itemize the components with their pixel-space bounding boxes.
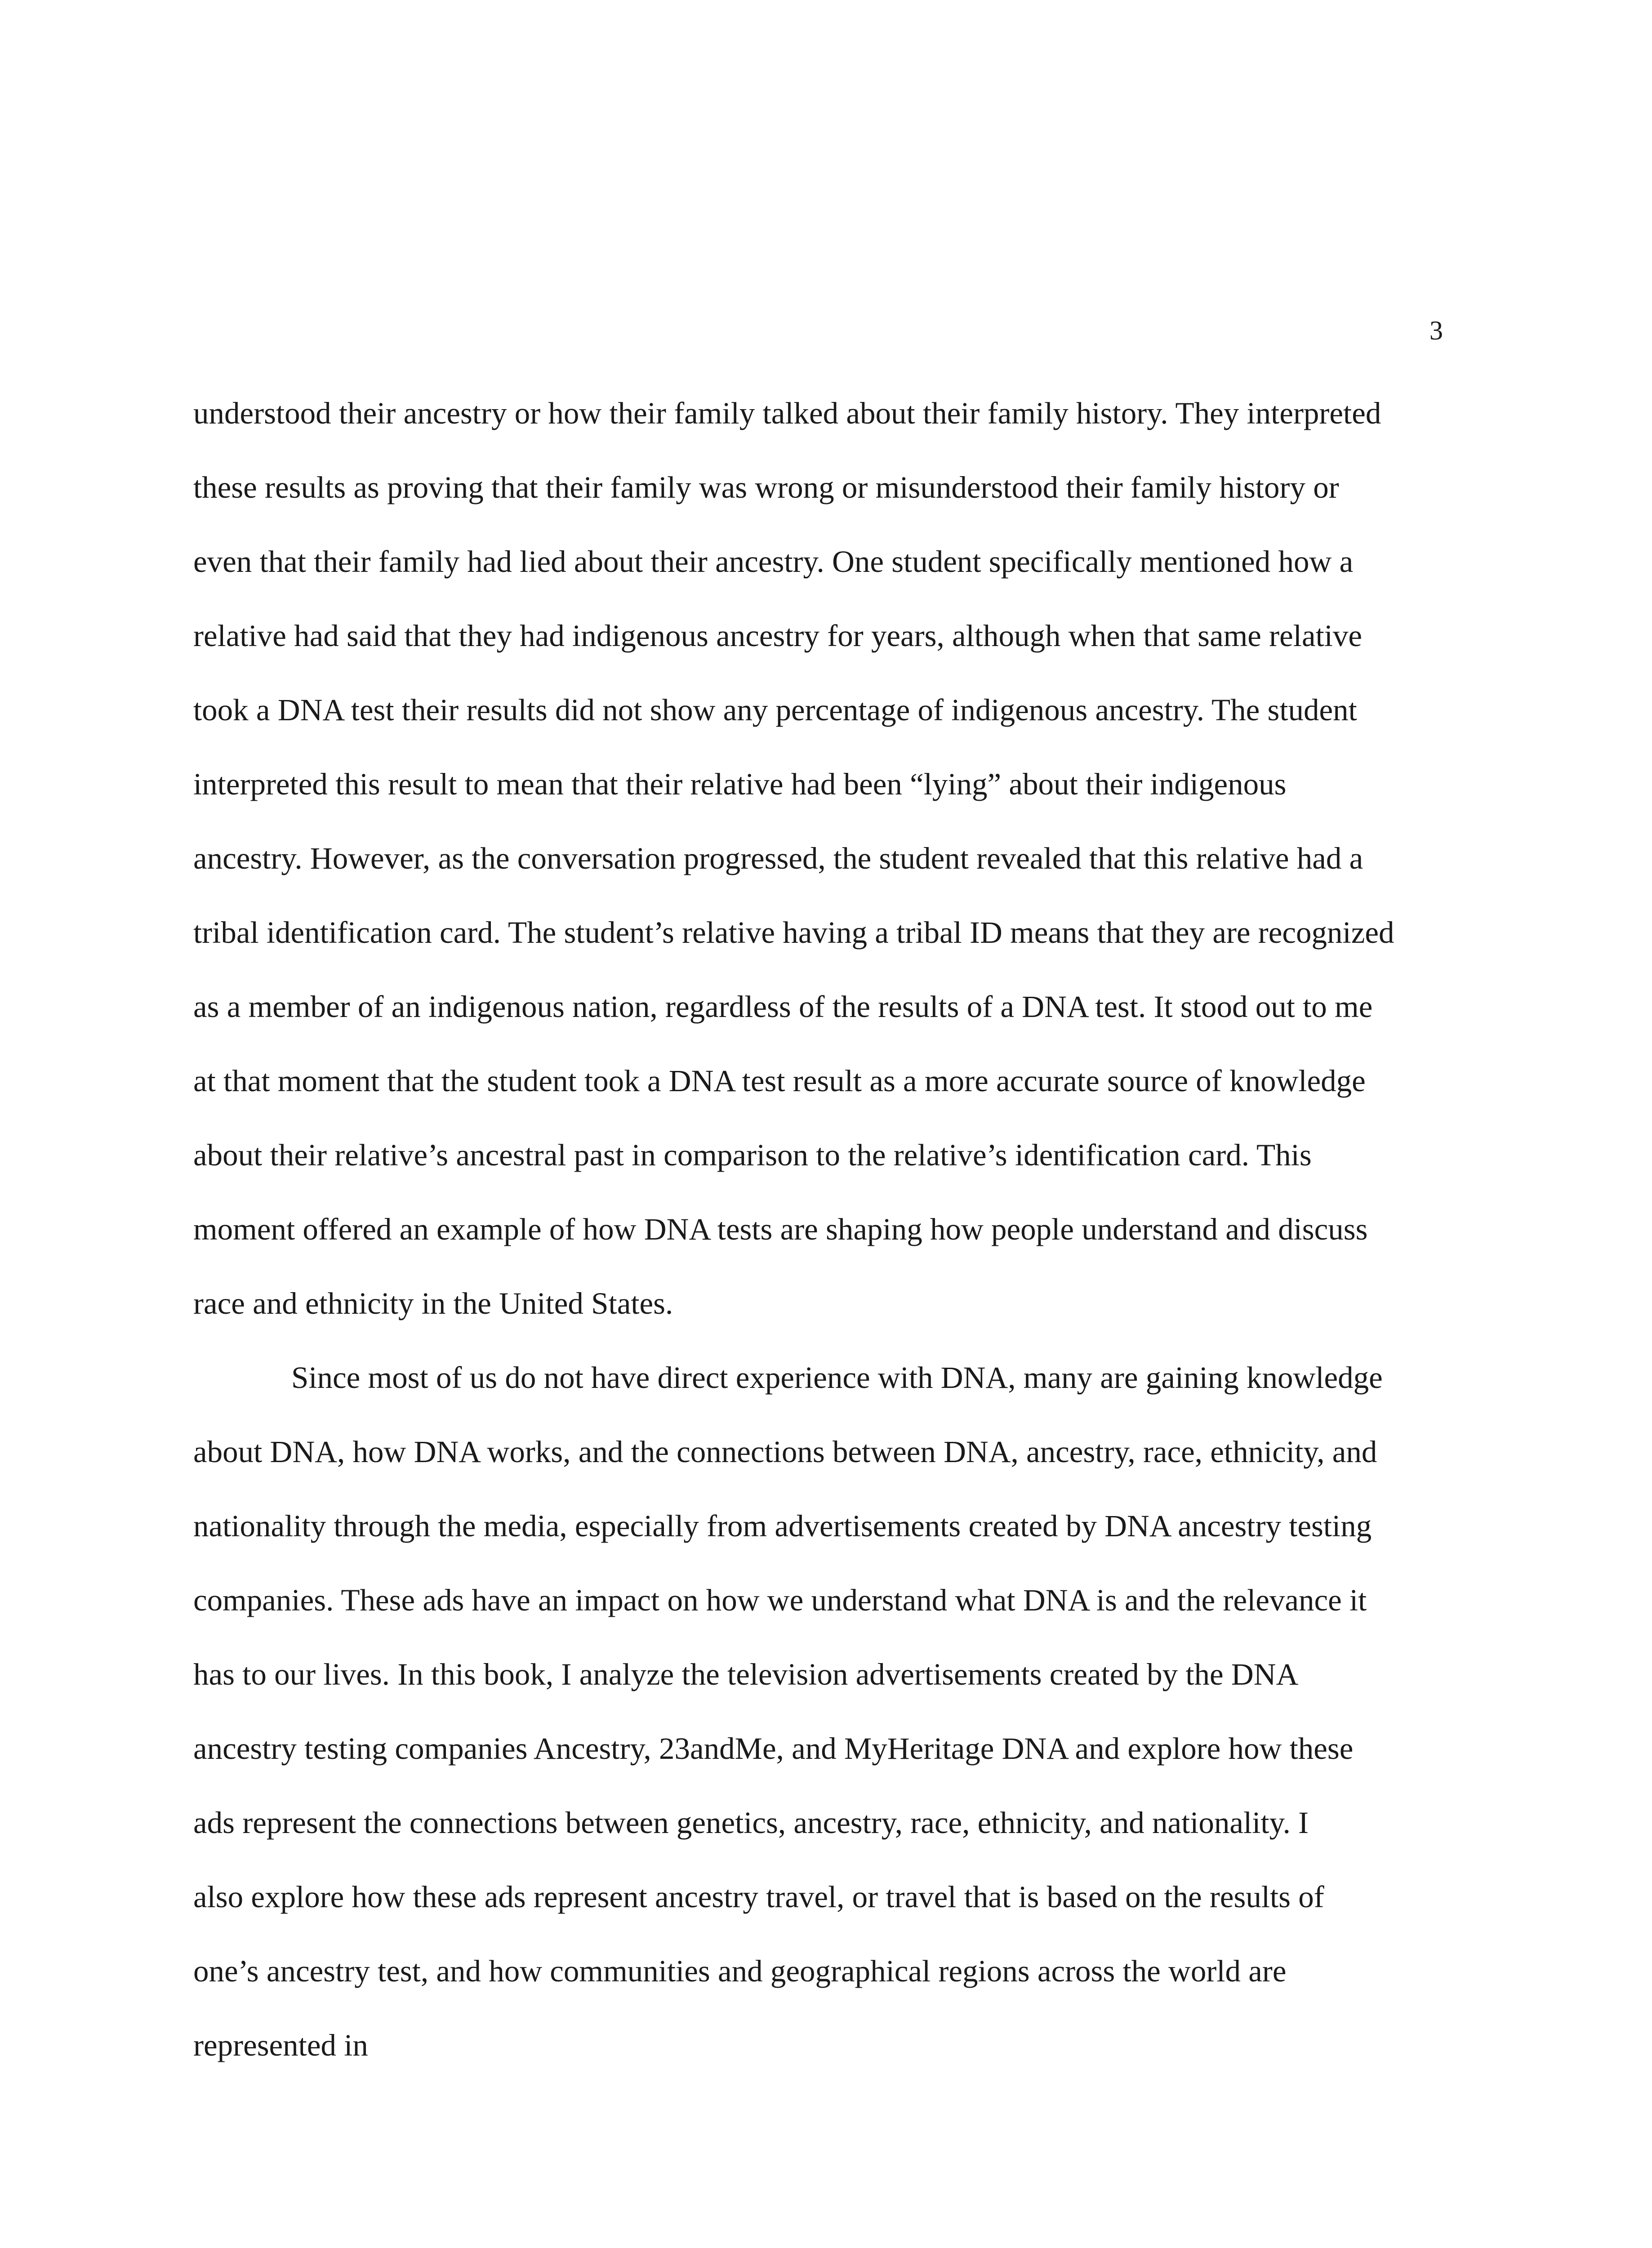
- text-line: companies. These ads have an impact on how we understand what DNA is and the relevance it: [193, 1583, 1367, 1617]
- text-line: ancestry. However, as the conversation progressed, the student revealed that this relative had a: [193, 841, 1363, 875]
- text-line: has to our lives. In this book, I analyze the television advertisements created by the DNA: [193, 1657, 1299, 1691]
- text-line: about DNA, how DNA works, and the connections between DNA, ancestry, race, ethnicity, and: [193, 1435, 1377, 1469]
- text-line: as a member of an indigenous nation, regardless of the results of a DNA test. It stood out to me: [193, 990, 1373, 1024]
- text-line: these results as proving that their family was wrong or misunderstood their family history or: [193, 470, 1339, 504]
- text-line: moment offered an example of how DNA tests are shaping how people understand and discuss: [193, 1212, 1368, 1246]
- text-line: took a DNA test their results did not show any percentage of indigenous ancestry. The student: [193, 693, 1357, 727]
- text-line: tribal identification card. The student’s relative having a tribal ID means that they are recognized: [193, 915, 1394, 950]
- body-text: [193, 398, 1465, 2104]
- text-line: one’s ancestry test, and how communities and geographical regions across the world are: [193, 1954, 1287, 1988]
- page-number: 3: [1429, 316, 1443, 345]
- text-line: race and ethnicity in the United States.: [193, 1286, 673, 1320]
- text-line: nationality through the media, especially from advertisements created by DNA ancestry testing: [193, 1509, 1372, 1543]
- paragraph-first-line: Since most of us do not have direct experience with DNA, many are gaining knowledge: [291, 1360, 1383, 1395]
- text-line: interpreted this result to mean that their relative had been “lying” about their indigenous: [193, 767, 1287, 801]
- text-line: understood their ancestry or how their family talked about their family history. They interpreted: [193, 396, 1381, 430]
- text-line: about their relative’s ancestral past in comparison to the relative’s identification card. This: [193, 1138, 1312, 1172]
- text-line: also explore how these ads represent ancestry travel, or travel that is based on the results of: [193, 1880, 1324, 1914]
- text-line: relative had said that they had indigenous ancestry for years, although when that same relative: [193, 619, 1363, 653]
- text-line: ancestry testing companies Ancestry, 23andMe, and MyHeritage DNA and explore how these: [193, 1731, 1354, 1766]
- text-line: represented in: [193, 2028, 368, 2062]
- text-line: even that their family had lied about their ancestry. One student specifically mentioned how a: [193, 544, 1354, 579]
- text-line: at that moment that the student took a DNA test result as a more accurate source of knowledge: [193, 1064, 1366, 1098]
- text-line: ads represent the connections between genetics, ancestry, race, ethnicity, and nationality. I: [193, 1806, 1309, 1840]
